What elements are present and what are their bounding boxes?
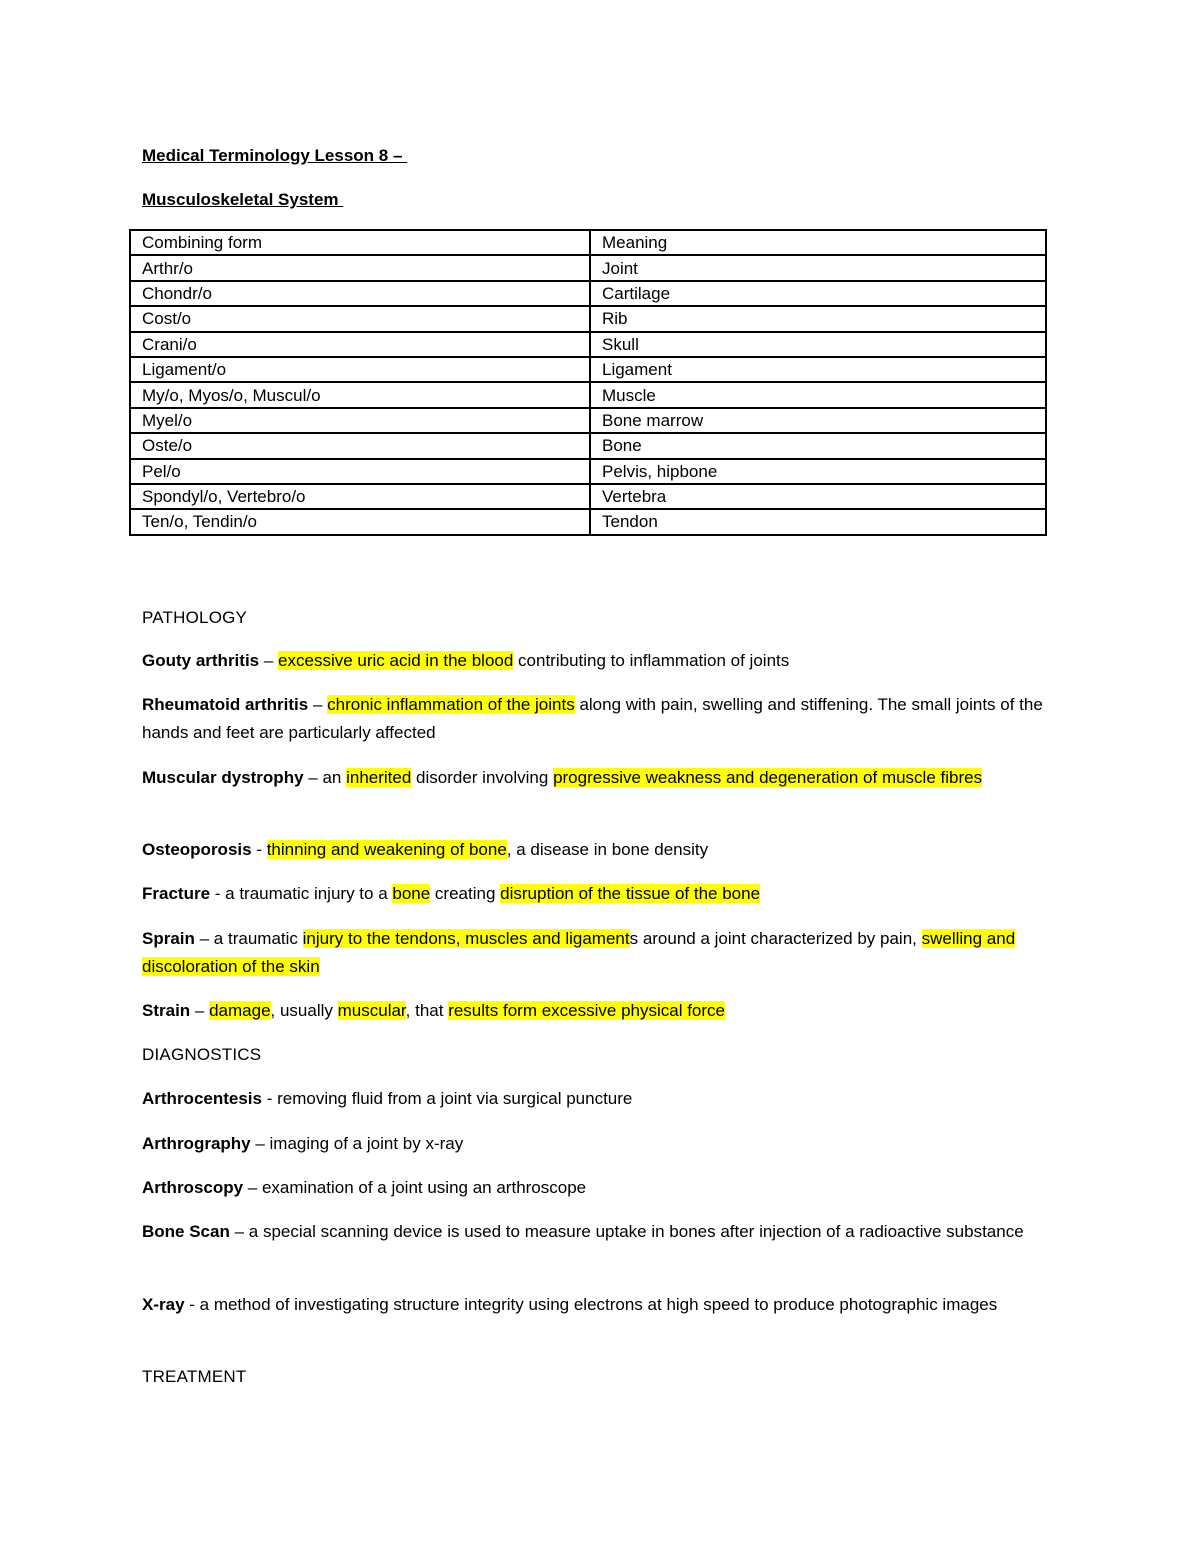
entry-text: contributing to inflammation of joints: [513, 651, 790, 670]
entry-text: – a special scanning device is used to measure uptake in bones after injection of a radioactive substance: [229, 1222, 1024, 1241]
pathology-entry: [142, 880, 1062, 908]
table-row: [130, 433, 1046, 458]
combining-form-cell: My/o, Myos/o, Muscul/o: [130, 382, 590, 407]
table-header-cell: Combining form: [130, 230, 590, 255]
meaning-cell: Vertebra: [590, 484, 1046, 509]
diagnostics-entry: [142, 1085, 1062, 1113]
entry-text: –: [259, 651, 279, 670]
pathology-entry: [142, 691, 1062, 747]
meaning-cell: Tendon: [590, 509, 1046, 534]
entry-text: – examination of a joint using an arthroscope: [243, 1178, 587, 1197]
diagnostics-entry: [142, 1130, 1062, 1158]
entry-text: , that: [405, 1001, 449, 1020]
table-row: [130, 255, 1046, 280]
highlighted-text: injury to the tendons, muscles and ligament: [302, 929, 630, 948]
highlighted-text: thinning and weakening of bone: [266, 840, 507, 859]
combining-form-cell: Myel/o: [130, 408, 590, 433]
entry-term: Rheumatoid arthritis: [142, 695, 309, 714]
highlighted-text: swelling and discoloration of the skin: [142, 929, 1016, 976]
entry-text: creating: [430, 884, 501, 903]
diagnostics-entry: [142, 1174, 1062, 1202]
meaning-cell: Bone marrow: [590, 408, 1046, 433]
entry-text: – an: [303, 768, 347, 787]
entry-term: Fracture: [142, 884, 211, 903]
table-row: [130, 408, 1046, 433]
entry-text: – a traumatic: [194, 929, 303, 948]
pathology-entry: [142, 925, 1062, 981]
table-row: [130, 281, 1046, 306]
meaning-cell: Pelvis, hipbone: [590, 459, 1046, 484]
entry-text: disorder involving: [411, 768, 554, 787]
highlighted-text: inherited: [346, 768, 412, 787]
table-row: [130, 509, 1046, 534]
entry-term: X-ray: [142, 1295, 185, 1314]
entry-term: Arthroscopy: [142, 1178, 244, 1197]
entry-text: - a method of investigating structure integrity using electrons at high speed to produce photographic images: [184, 1295, 998, 1314]
entry-term: Strain: [142, 1001, 191, 1020]
table-row: [130, 382, 1046, 407]
highlighted-text: progressive weakness and degeneration of muscle fibres: [553, 768, 983, 787]
treatment-heading: TREATMENT: [142, 1367, 247, 1386]
entry-text: , a disease in bone density: [506, 840, 709, 859]
meaning-cell: Rib: [590, 306, 1046, 331]
pathology-entry: [142, 647, 1062, 675]
diagnostics-heading: DIAGNOSTICS: [142, 1045, 262, 1064]
combining-form-cell: Cost/o: [130, 306, 590, 331]
combining-form-cell: Ten/o, Tendin/o: [130, 509, 590, 534]
meaning-cell: Joint: [590, 255, 1046, 280]
entry-text: –: [308, 695, 328, 714]
entry-term: Arthrocentesis: [142, 1089, 262, 1108]
pathology-entry: [142, 997, 1062, 1025]
meaning-cell: Bone: [590, 433, 1046, 458]
entry-text: along with pain, swelling and stiffening. The small joints of the hands and feet are particularly affected: [142, 695, 1043, 742]
highlighted-text: disruption of the tissue of the bone: [500, 884, 761, 903]
document-title: Medical Terminology Lesson 8 –: [142, 146, 408, 165]
meaning-cell: Skull: [590, 332, 1046, 357]
combining-form-cell: Chondr/o: [130, 281, 590, 306]
diagnostics-entry: [142, 1218, 1062, 1246]
entry-text: –: [190, 1001, 210, 1020]
highlighted-text: results form excessive physical force: [448, 1001, 726, 1020]
highlighted-text: excessive uric acid in the blood: [278, 651, 514, 670]
pathology-heading: PATHOLOGY: [142, 608, 248, 627]
combining-form-cell: Spondyl/o, Vertebro/o: [130, 484, 590, 509]
entry-term: Sprain: [142, 929, 195, 948]
document-subtitle: Musculoskeletal System: [142, 190, 344, 209]
entry-text: -: [251, 840, 267, 859]
entry-text: - a traumatic injury to a: [210, 884, 393, 903]
table-row: [130, 306, 1046, 331]
table-row: [130, 332, 1046, 357]
table-header-row: [130, 230, 1046, 255]
highlighted-text: muscular: [337, 1001, 406, 1020]
table-row: [130, 357, 1046, 382]
entry-text: , usually: [270, 1001, 338, 1020]
combining-form-cell: Arthr/o: [130, 255, 590, 280]
highlighted-text: bone: [392, 884, 431, 903]
entry-term: Muscular dystrophy: [142, 768, 304, 787]
meaning-cell: Cartilage: [590, 281, 1046, 306]
highlighted-text: chronic inflammation of the joints: [327, 695, 575, 714]
entry-term: Bone Scan: [142, 1222, 230, 1241]
entry-term: Gouty arthritis: [142, 651, 260, 670]
entry-text: s around a joint characterized by pain,: [629, 929, 922, 948]
combining-forms-table: [129, 229, 1047, 536]
entry-term: Arthrography: [142, 1134, 251, 1153]
diagnostics-entry: [142, 1291, 1062, 1319]
pathology-entry: [142, 836, 1062, 864]
combining-form-cell: Crani/o: [130, 332, 590, 357]
table-row: [130, 484, 1046, 509]
combining-form-cell: Pel/o: [130, 459, 590, 484]
entry-text: – imaging of a joint by x-ray: [250, 1134, 464, 1153]
combining-form-cell: Oste/o: [130, 433, 590, 458]
entry-text: - removing fluid from a joint via surgical puncture: [261, 1089, 633, 1108]
pathology-entry: [142, 764, 1062, 792]
meaning-cell: Muscle: [590, 382, 1046, 407]
highlighted-text: damage: [209, 1001, 271, 1020]
table-header-cell: Meaning: [590, 230, 1046, 255]
table-row: [130, 459, 1046, 484]
entry-term: Osteoporosis: [142, 840, 252, 859]
meaning-cell: Ligament: [590, 357, 1046, 382]
combining-form-cell: Ligament/o: [130, 357, 590, 382]
